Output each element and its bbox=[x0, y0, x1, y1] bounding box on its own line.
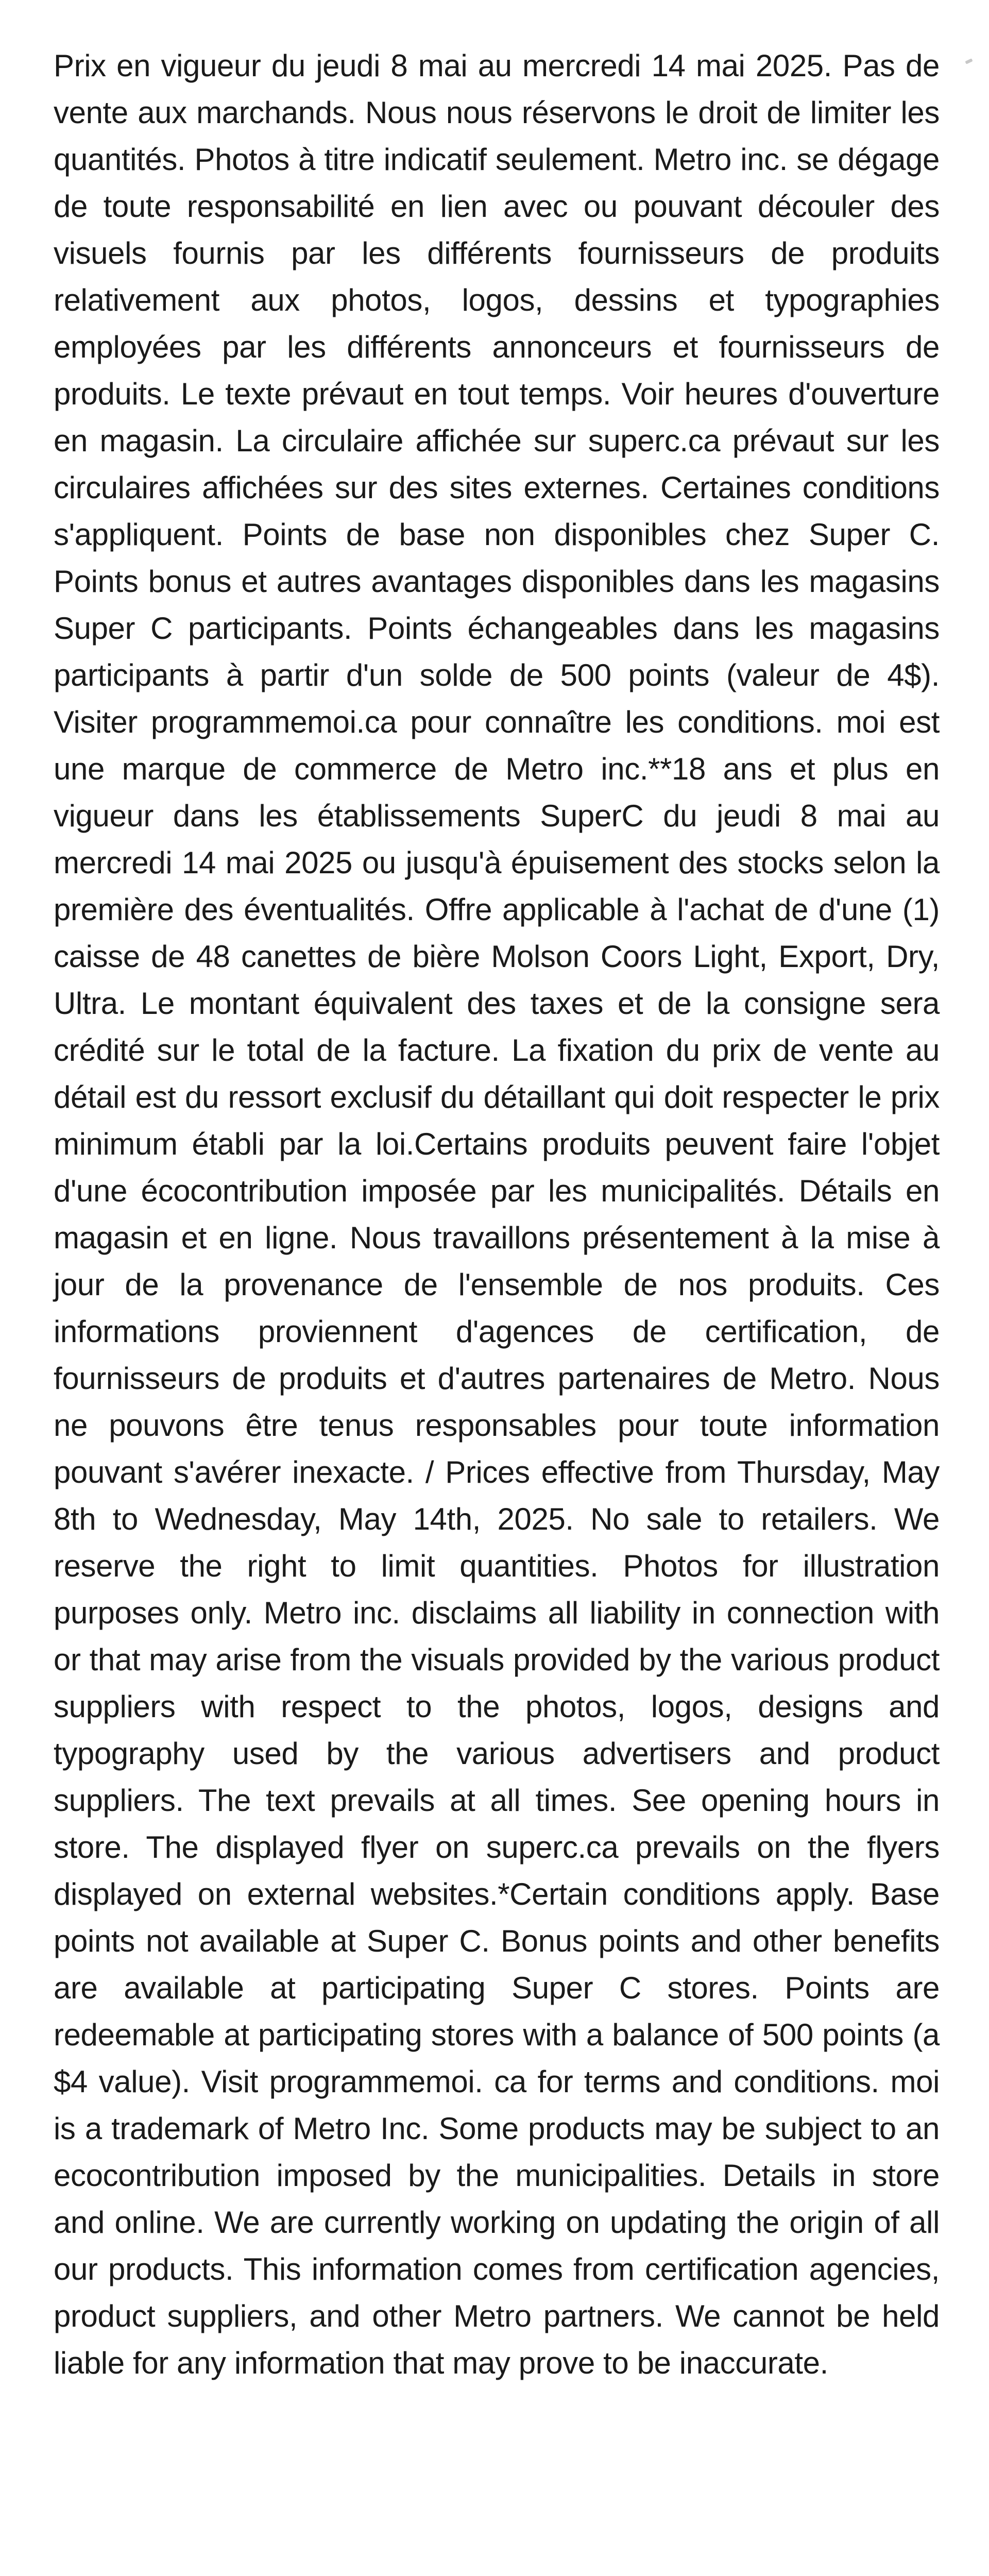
disclaimer-text: Prix en vigueur du jeudi 8 mai au mercredi 14 mai 2025. Pas de vente aux marchands. Nous nous réservons le droit de limiter les quantités. Photos à titre indicatif seulement. Metro inc. se dégage de toute responsabilité en lien avec ou pouvant découler des visuels fournis par les différents fournisseurs de produits relativement aux photos, logos, dessins et typographies employées par les différents annonceurs et fournisseurs de produits. Le texte prévaut en tout temps. Voir heures d'ouverture en magasin. La circulaire affichée sur superc.ca prévaut sur les circulaires affichées sur des sites externes. Certaines conditions s'appliquent. Points de base non disponibles chez Super C. Points bonus et autres avantages disponibles dans les magasins Super C participants. Points échangeables dans les magasins participants à partir d'un solde de 500 points (valeur de 4$). Visiter programmemoi.ca pour connaître les conditions. moi est une marque de commerce de Metro inc.**18 ans et plus en vigueur dans les établissements SuperC du jeudi 8 mai au mercredi 14 mai 2025 ou jusqu'à épuisement des stocks selon la première des éventualités. Offre applicable à l'achat de d'une (1) caisse de 48 canettes de bière Molson Coors Light, Export, Dry, Ultra. Le montant équivalent des taxes et de la consigne sera crédité sur le total de la facture. La fixation du prix de vente au détail est du ressort exclusif du détaillant qui doit respecter le prix minimum établi par la loi.Certains produits peuvent faire l'objet d'une écocontribution imposée par les municipalités. Détails en magasin et en ligne. Nous travaillons présentement à la mise à jour de la provenance de l'ensemble de nos produits. Ces informations proviennent d'agences de certification, de fournisseurs de produits et d'autres partenaires de Metro. Nous ne pouvons être tenus responsables pour toute information pouvant s'avérer inexacte. / Prices effective from Thursday, May 8th to Wednesday, May 14th, 2025. No sale to retailers. We reserve the right to limit quantities. Photos for illustration purposes only. Metro inc. disclaims all liability in connection with or that may arise from the visuals provided by the various product suppliers with respect to the photos, logos, designs and typography used by the various advertisers and product suppliers. The text prevails at all times. See opening hours in store. The displayed flyer on superc.ca prevails on the flyers displayed on external websites.*Certain conditions apply. Base points not available at Super C. Bonus points and other benefits are available at participating Super C stores. Points are redeemable at participating stores with a balance of 500 points (a $4 value). Visit programmemoi. ca for terms and conditions. moi is a trademark of Metro Inc. Some products may be subject to an ecocontribution imposed by the municipalities. Details in store and online. We are currently working on updating the origin of all our products. This information comes from certification agencies, product suppliers, and other Metro partners. We cannot be held liable for any information that may prove to be inaccurate. bbox=[54, 48, 940, 2380]
legal-disclaimer-block bbox=[54, 42, 940, 2386]
corner-mark bbox=[965, 58, 973, 64]
